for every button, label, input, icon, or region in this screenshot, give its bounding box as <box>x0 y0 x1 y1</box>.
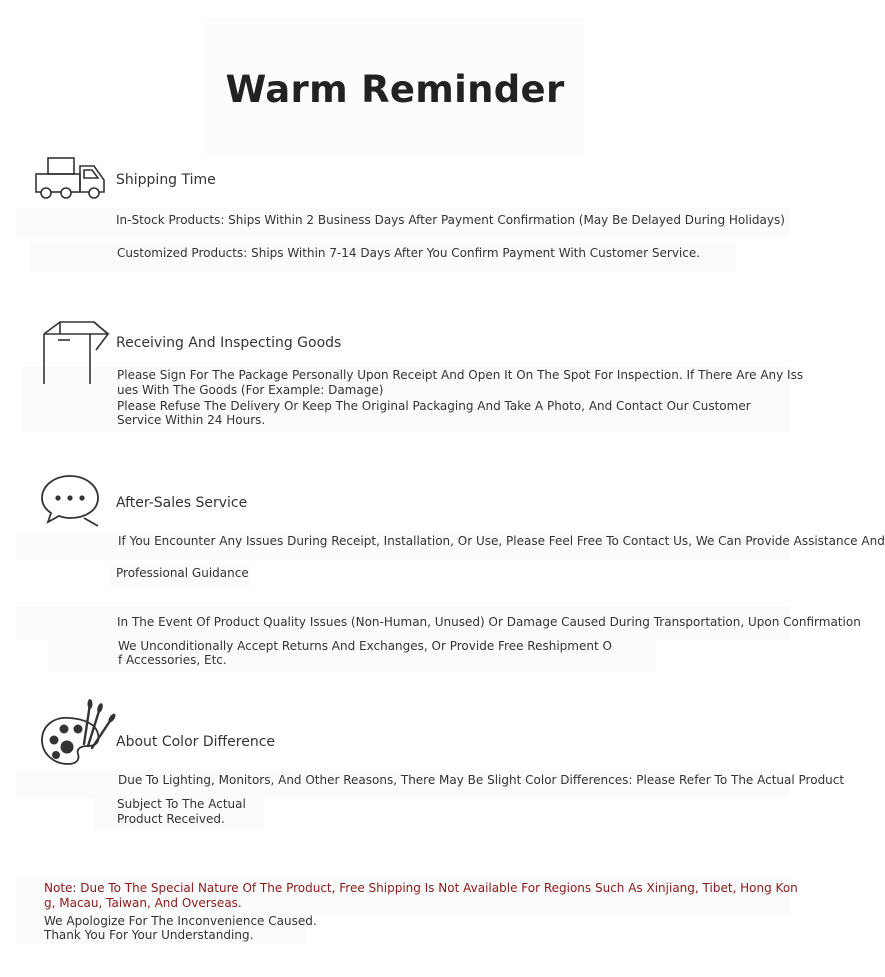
page-title: Warm Reminder <box>225 68 565 111</box>
section-line: Please Sign For The Package Personally Upon Receipt And Open It On The Spot For Inspection. If There Are Any Iss <box>117 368 804 382</box>
note-red-line: g, Macau, Taiwan, And Overseas. <box>44 896 242 910</box>
package-box-icon <box>40 320 114 386</box>
section-line: Professional Guidance <box>116 566 249 580</box>
section-heading: Receiving And Inspecting Goods <box>116 335 342 351</box>
section-heading: About Color Difference <box>116 734 276 750</box>
palette-icon <box>40 698 116 768</box>
section-line: ues With The Goods (For Example: Damage) <box>117 383 384 397</box>
section-line: Service Within 24 Hours. <box>117 413 266 427</box>
section-line: In The Event Of Product Quality Issues (Non-Human, Unused) Or Damage Caused During Transportation, Upon Confirmation <box>117 615 861 629</box>
section-line: Due To Lighting, Monitors, And Other Reasons, There May Be Slight Color Differences: Please Refer To The Actual Product <box>118 773 845 787</box>
section-line: Product Received. <box>117 812 225 826</box>
section-line: f Accessories, Etc. <box>118 653 227 667</box>
section-heading: Shipping Time <box>116 172 216 188</box>
note-line: We Apologize For The Inconvenience Caused. <box>44 914 317 928</box>
note-line: Thank You For Your Understanding. <box>44 928 254 942</box>
section-line: Please Refuse The Delivery Or Keep The Original Packaging And Take A Photo, And Contact Our Customer <box>117 399 751 413</box>
section-line: We Unconditionally Accept Returns And Exchanges, Or Provide Free Reshipment O <box>118 639 612 653</box>
truck-icon <box>34 156 114 202</box>
note-red-line: Note: Due To The Special Nature Of The Product, Free Shipping Is Not Available For Regions Such As Xinjiang, Tibet, Hong Kon <box>44 881 798 895</box>
section-line: Customized Products: Ships Within 7-14 Days After You Confirm Payment With Customer Service. <box>117 246 701 260</box>
chat-bubble-icon <box>40 474 102 528</box>
section-line: Subject To The Actual <box>117 797 246 811</box>
section-line: If You Encounter Any Issues During Receipt, Installation, Or Use, Please Feel Free To Contact Us, We Can Provide Assistance And <box>118 534 885 548</box>
section-heading: After-Sales Service <box>116 495 248 511</box>
section-line: In-Stock Products: Ships Within 2 Business Days After Payment Confirmation (May Be Delayed During Holidays) <box>116 213 785 227</box>
